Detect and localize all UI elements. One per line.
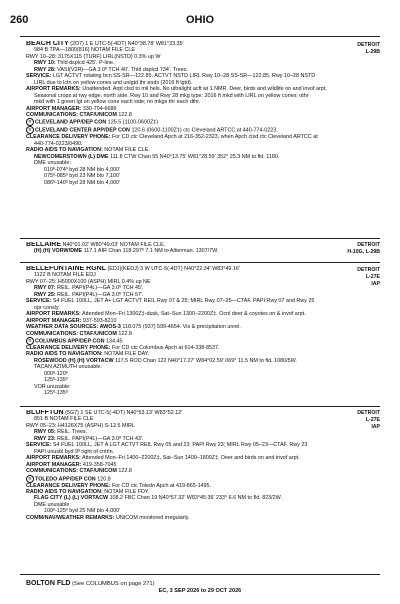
airport-name: BELLAIRE xyxy=(26,242,61,248)
radio-text: NOTAM FILE DAY. xyxy=(104,351,150,358)
divider xyxy=(20,238,380,239)
navaid-label: ROSEWOOD (H) (H) VORTACW xyxy=(34,357,114,364)
side-chart: L-27E xyxy=(365,417,380,423)
r-circle-icon: R xyxy=(26,337,34,345)
bellaire-entry xyxy=(26,242,380,255)
runway-info: REIL. PAPI(P4L)—GA 3.0º TCH 43′. xyxy=(57,435,144,442)
beach-city-entry xyxy=(26,41,380,186)
manager-phone: 937-593-8210 xyxy=(82,317,117,324)
runway-label: RWY 05: xyxy=(34,429,56,436)
bolton-entry xyxy=(26,580,155,587)
service-text: PAPI unusbl byd 9º right of cntrln. xyxy=(34,448,115,455)
state-title: OHIO xyxy=(185,14,215,26)
service-text: S4 FUEL 100LL, JET A+ LGT ACTVT REIL Rwy 07 & 25; MIRL Rwy 07–25—CTAF. PAPI Rwy 07 and Rwy 25 xyxy=(52,298,315,305)
side-iap: IAP xyxy=(371,281,380,287)
weather-text: 118.075 (937) 599-4654. Vis & precipitation unrel. xyxy=(122,324,241,331)
page-footer: EC, 3 SEP 2026 to 29 OCT 2026 xyxy=(158,588,242,594)
side-city: DETROIT xyxy=(357,267,380,273)
radio-label: RADIO AIDS TO NAVIGATION: xyxy=(26,351,103,358)
tacan-sector: 125º-135º xyxy=(44,377,68,384)
runway-line: RWY 07–25: H5000X100 (ASPH) MIRL 0.4% up NE xyxy=(26,278,151,285)
navaid-label: FLAG CITY (L) (L) VORTACW xyxy=(34,495,109,502)
service-label: SERVICE: xyxy=(26,298,52,305)
runway-info: REIL. PAPI(P4L)—GA 3.0º TCH 57′. xyxy=(57,291,144,298)
side-iap: IAP xyxy=(371,424,380,430)
divider xyxy=(20,574,380,575)
page-header xyxy=(10,14,390,28)
service-text: opr consly. xyxy=(34,304,60,311)
remarks-label: AIRPORT REMARKS: xyxy=(26,455,81,462)
page-number: 260 xyxy=(10,14,29,26)
elevation-line: 851 B NOTAM FILE CLE xyxy=(34,416,94,423)
airport-header-info: (2D7) 1 E UTC-5(-4DT) N40°38.78′ W81°33.35′ xyxy=(70,41,184,47)
tacan-unusable: TACAN AZIMUTH unusable: xyxy=(34,364,102,371)
clearance-text: For CD ctc Columbus Apch at 614-338-8537. xyxy=(111,344,220,351)
airport-header-info: (EDJ)(KEDJ) 3 W UTC-5(-4DT) N40°22.34′ W83°49.16′ xyxy=(107,266,240,272)
side-city: DETROIT xyxy=(357,242,380,248)
dme-sector: 086º-140º byd 28 NM blo 4,000′ xyxy=(44,179,120,186)
navaid-label: (H) (H) VORW/DME xyxy=(34,248,83,255)
clearance-text: For CD ctc Cleveland Apch at 216-352-2323, when Apch clsd ctc Cleveland ARTCC at xyxy=(111,134,318,141)
remarks-text: mkd with 1 green lgt on yellow cone each side; no mkgs thr each dthr. xyxy=(34,99,201,106)
radio-text: NOTAM FILE FDY. xyxy=(104,488,150,495)
approach-label: CLEVELAND CENTER APP/DEP CON xyxy=(35,127,130,134)
divider xyxy=(20,406,380,407)
tacan-sector: 000º-120º xyxy=(44,370,68,377)
radio-label: RADIO AIDS TO NAVIGATION: xyxy=(26,488,103,495)
weather-label: WEATHER DATA SOURCES: AWOS-3 xyxy=(26,324,121,331)
clearance-text: 440-774-0223/0490. xyxy=(34,140,83,147)
dme-sector: 075º-085º byd 23 NM blo 7,100′ xyxy=(44,173,120,180)
manager-phone: 419-358-7045 xyxy=(82,461,117,468)
airport-name: BLUFFTON xyxy=(26,410,64,416)
dme-unusable: DME unusable: xyxy=(34,160,71,167)
remarks-text: Attended Mon–Fri 1300Z‡-dusk, Sat–Sun 1300–2200Z‡. Ocnl deer & coyotes on & invof arpt. xyxy=(82,311,306,318)
side-chart: L-29B xyxy=(365,49,380,55)
approach-freq: 125.5 (1100-0600Z‡) xyxy=(107,119,159,126)
service-label: SERVICE: xyxy=(26,73,52,80)
runway-label: RWY 25: xyxy=(34,291,56,298)
remarks-text: Seasonal crops at rwy edge, north side. Rwy 10 and Rwy 28 mkg type: 2016 ft mkd with LIRL on yellow cones; othr xyxy=(34,92,309,99)
r-circle-icon: R xyxy=(26,118,34,126)
runway-label: RWY 10: xyxy=(34,60,56,67)
side-city: DETROIT xyxy=(357,410,380,416)
comm-label: COMMUNICATIONS: CTAF/UNICOM xyxy=(26,111,117,118)
runway-line: RWY 10–28: 3175X115 (TURF) LIRL(NSTD) 0.3% up W xyxy=(26,53,161,60)
runway-info: REIL. Trees. xyxy=(57,429,88,436)
divider xyxy=(20,262,380,263)
clearance-label: CLEARANCE DELIVERY PHONE: xyxy=(26,134,111,141)
approach-freq: 134.45 xyxy=(106,338,123,345)
manager-label: AIRPORT MANAGER: xyxy=(26,461,82,468)
navaid-info: 111.8 CTW Chan 55 N40°13.75′ W81°28.59′ 352° 25.3 NM to fld. 1180. xyxy=(109,153,280,160)
side-chart: L-27E xyxy=(365,274,380,280)
manager-label: AIRPORT MANAGER: xyxy=(26,317,82,324)
navaid-label: NEWCOMERSTOWN (L) DME xyxy=(34,153,109,160)
airport-name: BOLTON FLD xyxy=(26,580,71,587)
clearance-label: CLEARANCE DELIVERY PHONE: xyxy=(26,482,111,489)
service-text: S4 FUEL 100LL, JET A LGT ACTVT REIL Rwy 05 and 23; PAPI Rwy 23; MIRL Rwy 05–23—CTAF. Rwy 23 xyxy=(52,442,308,449)
dme-sector: 010º-074º byd 28 NM blo 4,000′ xyxy=(44,166,120,173)
runway-info: REIL. PAPI(P4L)—GA 3.0º TCH 45′. xyxy=(57,285,144,292)
divider xyxy=(20,36,380,37)
airport-name: BEACH CITY xyxy=(26,41,69,47)
comm-label: COMMUNICATIONS: CTAF/UNICOM xyxy=(26,468,117,475)
approach-label: COLUMBUS APP/DEP CON xyxy=(35,338,105,345)
vor-sector: 125º-135º xyxy=(44,390,68,397)
comm-wx-text: UNICOM monitored irregularly. xyxy=(115,514,190,521)
r-circle-icon: R xyxy=(26,126,34,134)
remarks-text: Attended Mon–Fri 1400–2200Z‡, Sat–Sun 1400–1800Z‡. Deer and birds on and invof arpt. xyxy=(82,455,300,462)
comm-label: COMMUNICATIONS: CTAF/UNICOM xyxy=(26,330,117,337)
runway-info: Thld dsplcd 425′. P-line. xyxy=(57,60,115,67)
runway-label: RWY 07: xyxy=(34,285,56,292)
approach-label: TOLEDO APP/DEP CON xyxy=(35,475,96,482)
airport-name: BELLEFONTAINE RGNL xyxy=(26,266,106,272)
remarks-label: AIRPORT REMARKS: xyxy=(26,311,81,318)
comm-freq: 122.8 xyxy=(118,468,132,475)
vor-unusable: VOR unusable: xyxy=(34,383,71,390)
runway-line: RWY 05–23: H4126X75 (ASPH) S-12.5 MIRL xyxy=(26,422,135,429)
bluffton-entry xyxy=(26,410,380,521)
approach-freq: 120.6 (0600-1100Z‡) ctc Cleveland ARTCC at 440-774-0223. xyxy=(131,127,278,134)
elevation-line: 1122 B NOTAM FILE EDJ xyxy=(34,272,96,279)
remarks-label: AIRPORT REMARKS: xyxy=(26,86,81,93)
clearance-label: CLEARANCE DELIVERY PHONE: xyxy=(26,344,111,351)
radio-text: NOTAM FILE CLE. xyxy=(104,147,150,154)
approach-freq: 120.8 xyxy=(97,475,111,482)
side-chart: H-10G, L-29B xyxy=(347,249,380,255)
comm-freq: 122.8 xyxy=(118,111,132,118)
runway-label: RWY 23: xyxy=(34,435,56,442)
dme-unusable: DME unusable: xyxy=(34,501,71,508)
runway-info: VASI(V2R)—GA 3.0º TCH 40′. Thld dsplcd 734′. Trees. xyxy=(57,66,188,73)
elevation-line: 984 B TPA—1800(816) NOTAM FILE CLE xyxy=(34,47,135,54)
navaid-info: 108.2 FBC Chan 19 N40°57.32′ W83°45.36′ 233° 6.6 NM to fld. 823/2W. xyxy=(109,495,282,502)
comm-freq: 122.8 xyxy=(118,330,132,337)
approach-label: CLEVELAND APP/DEP CON xyxy=(35,119,107,126)
comm-wx-label: COMM/NAV/WEATHER REMARKS: xyxy=(26,514,115,521)
navaid-info: 117.1 AIR Chan 118 297º 7.1 NM to Altierman. 1307/7W. xyxy=(83,248,219,255)
runway-label: RWY 28: xyxy=(34,66,56,73)
manager-label: AIRPORT MANAGER: xyxy=(26,105,82,112)
navaid-info: 117.5 ROD Chan 122 N40°17.27′ W84°02.59′ 069° 11.5 NM to fld. 1080/5W. xyxy=(115,357,297,364)
service-label: SERVICE: xyxy=(26,442,52,449)
cross-reference[interactable]: (See COLUMBUS on page 271) xyxy=(72,581,155,587)
manager-phone: 330-704-6686 xyxy=(82,105,117,112)
remarks-text: Unattended. Arpt clsd to mil hels. No ultralight acft wi 1 NMR. Deer, birds and wildlife on and invof arpt. xyxy=(82,86,327,93)
radio-label: RADIO AIDS TO NAVIGATION: xyxy=(26,147,103,154)
airport-header-info: N40°01.02′ W80°49.03′ NOTAM FILE CLE. xyxy=(62,242,166,248)
dme-sector: 100º-125º byd 25 NM blo 4,000′ xyxy=(44,508,120,515)
bellefontaine-entry xyxy=(26,266,380,397)
clearance-text: For CD ctc Toledo Apch at 419-865-1495. xyxy=(111,482,212,489)
r-circle-icon: R xyxy=(26,475,34,483)
service-text: LIRL due to lctn on yellow cones and unlgtd thr ends (2016 ft lgtd). xyxy=(34,79,193,86)
airport-header-info: (5G7) 1 SE UTC-5(-4DT) N40°53.13′ W83°52.12′ xyxy=(65,410,183,416)
side-city: DETROIT xyxy=(357,42,380,48)
service-text: LGT ACTVT rotating bcn SS-SR—122.85. ACTVT NSTD LIRL Rwy 10–28 SS-SR—122.85. Rwy 10–28 NSTD xyxy=(52,73,316,80)
